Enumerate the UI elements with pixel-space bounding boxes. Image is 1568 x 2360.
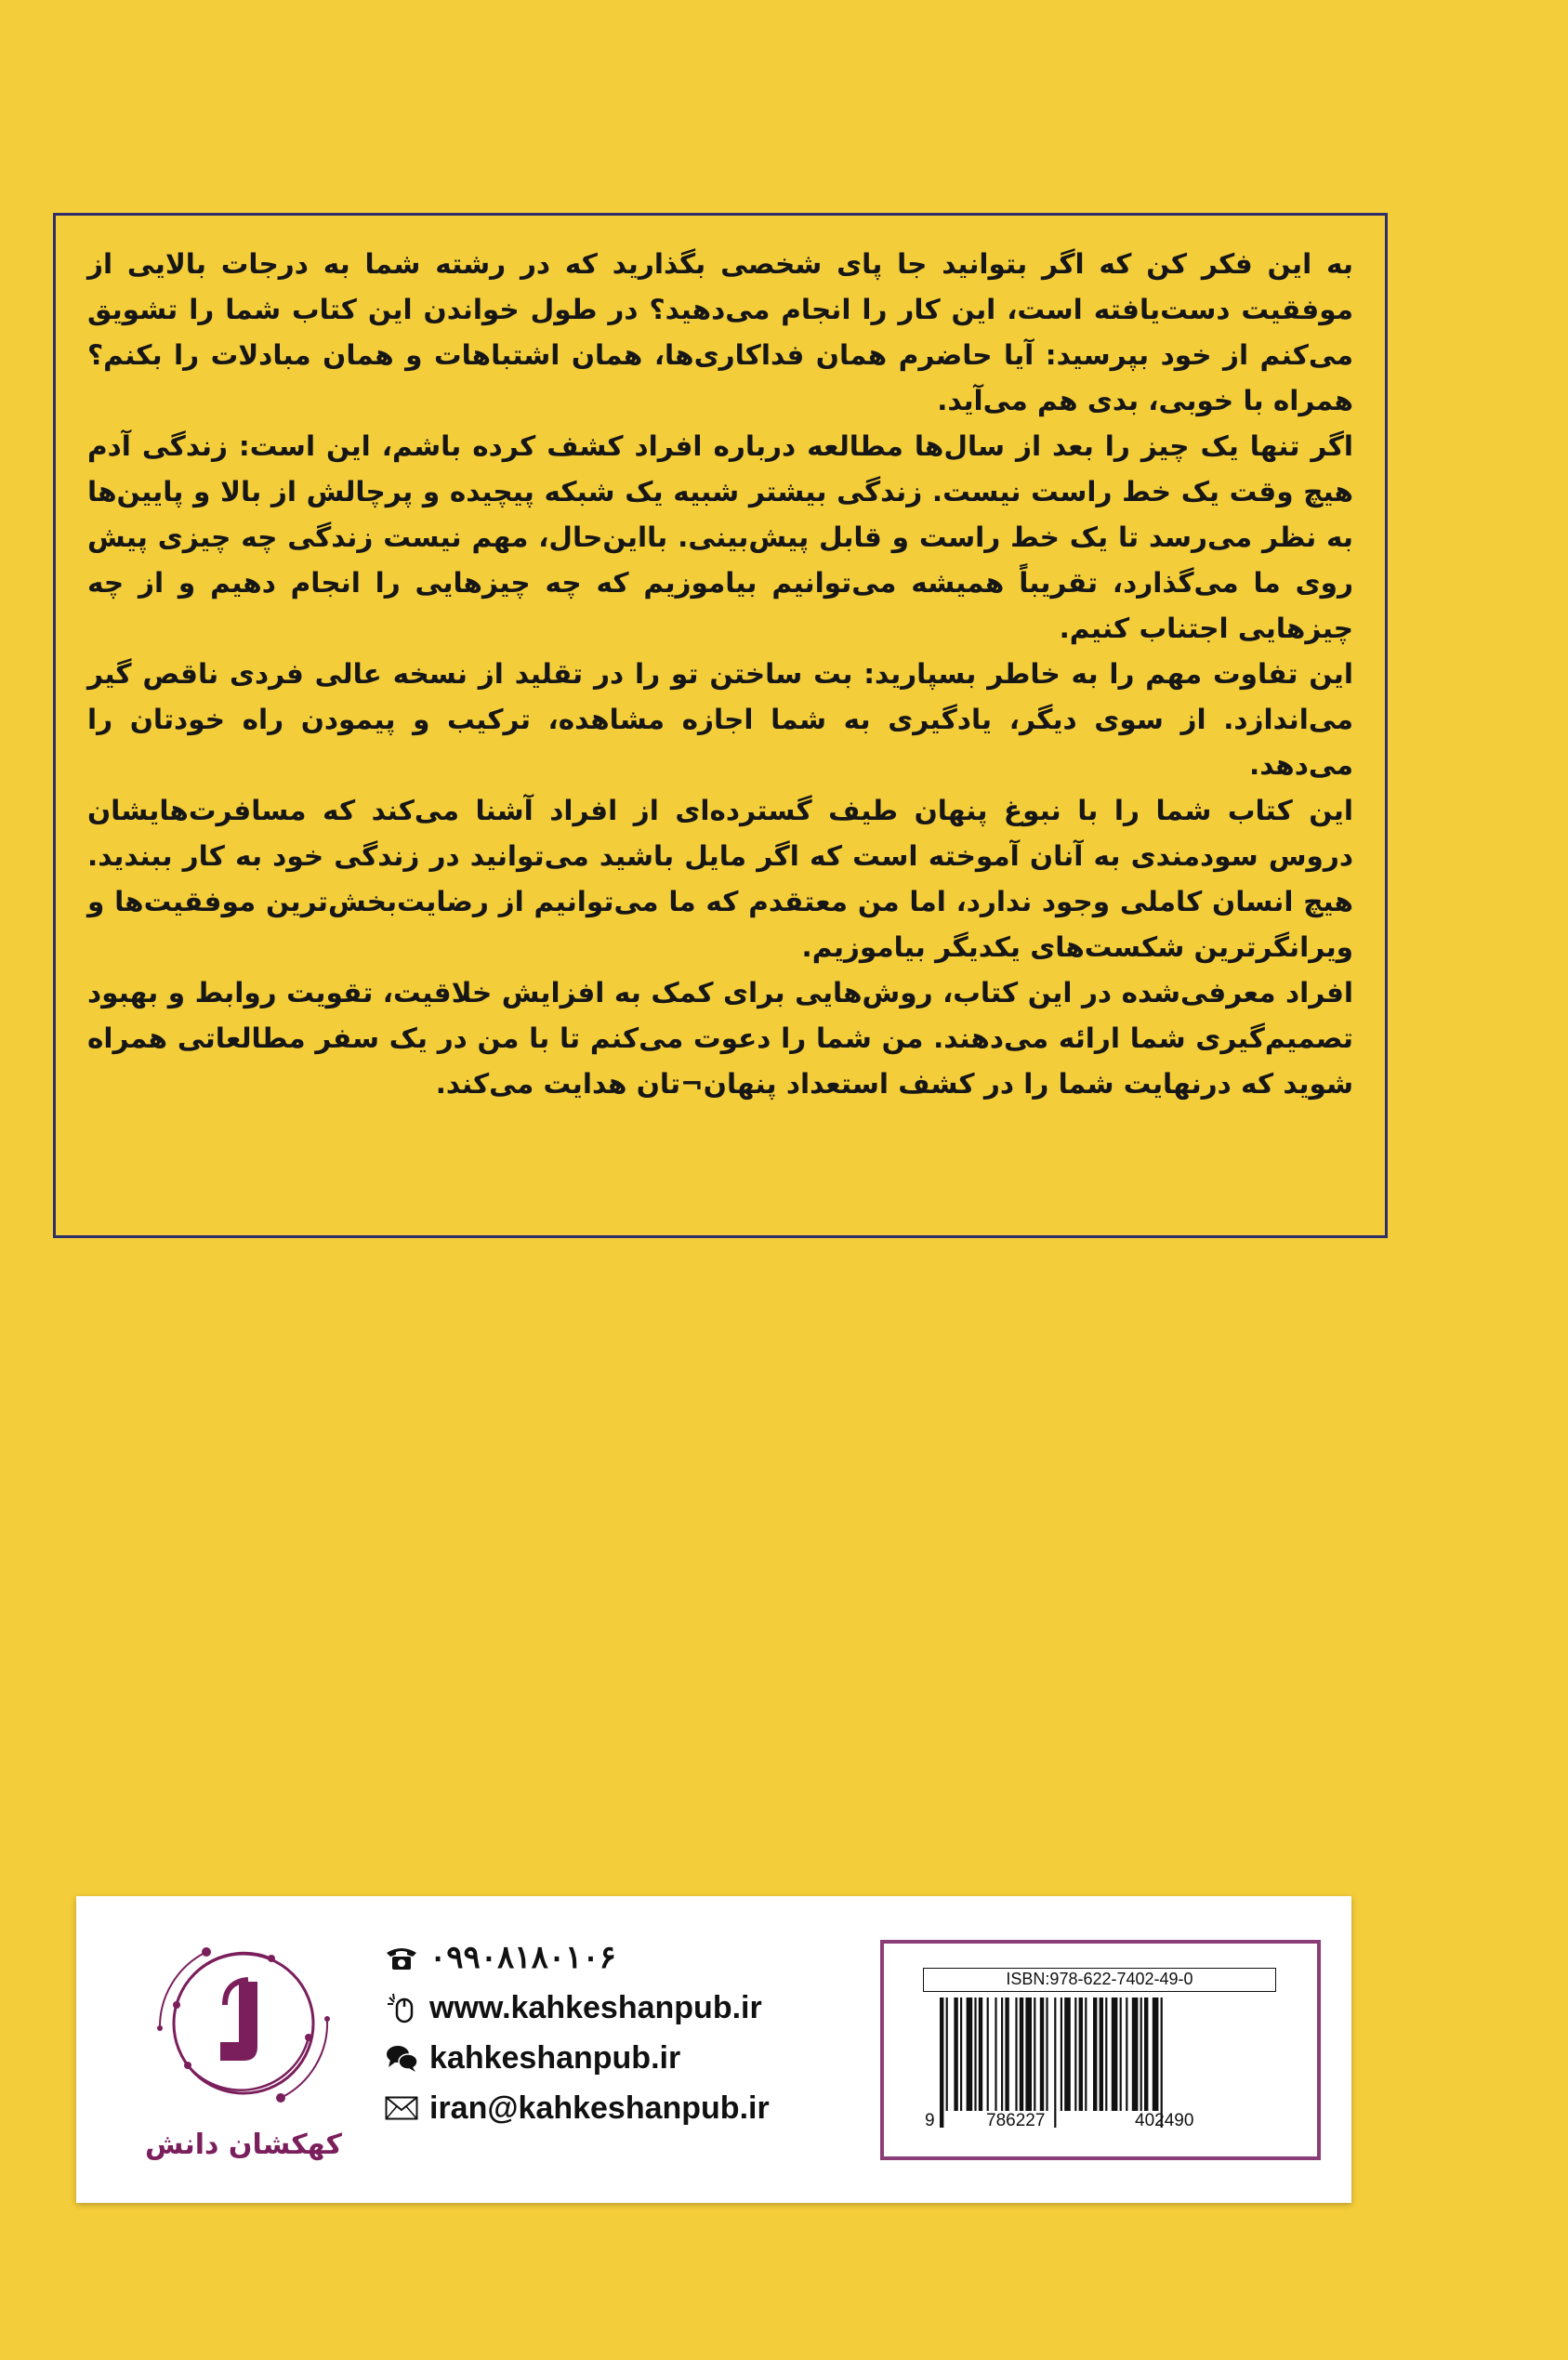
barcode-bar <box>979 1997 982 2111</box>
blurb-paragraph-2: اگر تنها یک چیز را بعد از سال‌ها مطالعه درباره افراد کشف کرده باشم، این است: زندگی آدم هیچ وقت یک خط راست نیست. زندگی بیشتر شبیه یک شبکه پیچیده و پرچالش از بالا و پایین‌ها به نظر می‌رسد تا یک خط راست و قابل پیش‌بینی. بااین‌حال، مهم نیست زندگی چه چیزی پیش روی ما می‌گذارد، تقریباً همیشه می‌توانیم بیاموزیم که چه چیزهایی را انجام دهیم و از چه چیزهایی اجتناب کنیم. <box>87 430 1353 644</box>
barcode-bar <box>1079 1997 1083 2111</box>
barcode-bar <box>1126 1997 1127 2111</box>
barcode-bar <box>946 1997 948 2111</box>
blurb-box <box>53 213 1388 1238</box>
barcode-bar <box>1040 1997 1044 2111</box>
isbn-barcode <box>923 1968 1276 2137</box>
contact-website <box>383 1984 941 2032</box>
barcode-digit-group1: 786227 <box>986 2111 1046 2130</box>
barcode-bar <box>1093 1997 1097 2111</box>
blurb-paragraph-5: افراد معرفی‌شده در این کتاب، روش‌هایی برای کمک به افزایش خلاقیت، تقویت روابط و بهبود تصمیم‌گیری شما ارائه می‌دهند. من شما را دعوت می‌کنم تا با من در یک سفر مطالعاتی همراه شوید که درنهایت شما را در کشف استعداد پنهان¬تان هدایت می‌کند. <box>87 977 1353 1100</box>
website-link[interactable]: www.kahkeshanpub.ir <box>429 1989 762 2025</box>
contact-social <box>383 2034 941 2082</box>
barcode-bar <box>995 1997 996 2111</box>
barcode-bar <box>960 1997 962 2111</box>
blurb-paragraph-3: این تفاوت مهم را به خاطر بسپارید: بت ساختن تو را در تقلید از نسخه عالی فردی ناقص گیر می‌اندازد. از سوی دیگر، یادگیری به شما اجازه مشاهده، ترکیب و پیمودن راه خودتان را می‌دهد. <box>87 658 1353 781</box>
barcode-bar <box>1132 1997 1139 2111</box>
galaxy-logo-icon <box>132 1926 355 2126</box>
barcode-bar <box>1054 1997 1056 2128</box>
barcode-bar <box>1105 1997 1107 2111</box>
publisher-logo <box>132 1926 355 2186</box>
contact-email <box>383 2084 941 2132</box>
barcode-digit-group2: 402490 <box>1135 2111 1194 2130</box>
barcode-bar <box>1046 1997 1048 2111</box>
publisher-footer <box>76 1896 1351 2203</box>
barcode-bar <box>1085 1997 1087 2111</box>
barcode-bar <box>1061 1997 1062 2111</box>
social-handle[interactable]: kahkeshanpub.ir <box>429 2039 681 2076</box>
barcode-bar <box>1140 1997 1142 2111</box>
mouse-click-icon <box>383 1991 420 2024</box>
barcode-bar <box>954 1997 957 2111</box>
barcode-bar <box>1034 1997 1035 2111</box>
barcode-bar <box>1153 1997 1159 2111</box>
barcode-bar <box>1120 1997 1122 2111</box>
blurb-paragraph-4: این کتاب شما را با نبوغ پنهان طیف گسترده‌ای از افراد آشنا می‌کند که مسافرت‌هایشان دروس سودمندی به آنان آموخته است که اگر مایل باشید می‌توانید در زندگی خود به کار ببندید. هیچ انسان کاملی وجود ندارد، اما من معتقدم که ما می‌توانیم از رضایت‌بخش‌ترین موفقیت‌ها و ویرانگرترین شکست‌های یکدیگر بیاموزیم. <box>87 795 1353 963</box>
barcode-bar <box>1001 1997 1003 2111</box>
barcode-bar <box>1064 1997 1071 2111</box>
barcode-bar <box>1074 1997 1076 2111</box>
publisher-logo-text: کهکشان دانش <box>145 2129 342 2161</box>
barcode-bar <box>940 1997 943 2128</box>
contact-phone <box>383 1933 941 1982</box>
barcode-bar <box>974 1997 976 2111</box>
barcode-bar <box>1161 1997 1163 2128</box>
barcode-digits <box>923 2111 1276 2135</box>
phone-icon <box>383 1941 420 1974</box>
barcode-frame <box>880 1940 1321 2160</box>
email-address[interactable]: iran@kahkeshanpub.ir <box>429 2090 770 2126</box>
barcode-bar <box>967 1997 973 2111</box>
envelope-icon <box>383 2091 420 2125</box>
barcode-bar <box>1112 1997 1118 2111</box>
barcode-bar <box>1025 1997 1032 2111</box>
barcode-bar <box>1020 1997 1023 2111</box>
contact-list <box>383 1933 941 2134</box>
chat-bubbles-icon <box>383 2041 420 2075</box>
barcode-bar <box>1005 1997 1008 2111</box>
barcode-bar <box>1100 1997 1103 2111</box>
phone-number[interactable]: ۰۹۹۰۸۱۸۰۱۰۶ <box>429 1940 616 1975</box>
isbn-label: ISBN:978-622-7402-49-0 <box>923 1968 1276 1992</box>
barcode-bar <box>987 1997 989 2111</box>
barcode-digit-lead: 9 <box>925 2111 935 2130</box>
barcode-bar <box>1144 1997 1148 2111</box>
barcode-bar <box>1015 1997 1017 2111</box>
blurb-paragraph-1: به این فکر کن که اگر بتوانید جا پای شخصی بگذارید که در رشته شما به درجات بالایی از موفقیت دست‌یافته است، این کار را انجام می‌دهید؟ در طول خواندن این کتاب شما را تشویق می‌کنم از خود بپرسید: آیا حاضرم همان فداکاری‌ها، همان اشتباهات و همان مبادلات را بکنم؟ همراه با خوبی، بدی هم می‌آید. <box>87 248 1353 416</box>
